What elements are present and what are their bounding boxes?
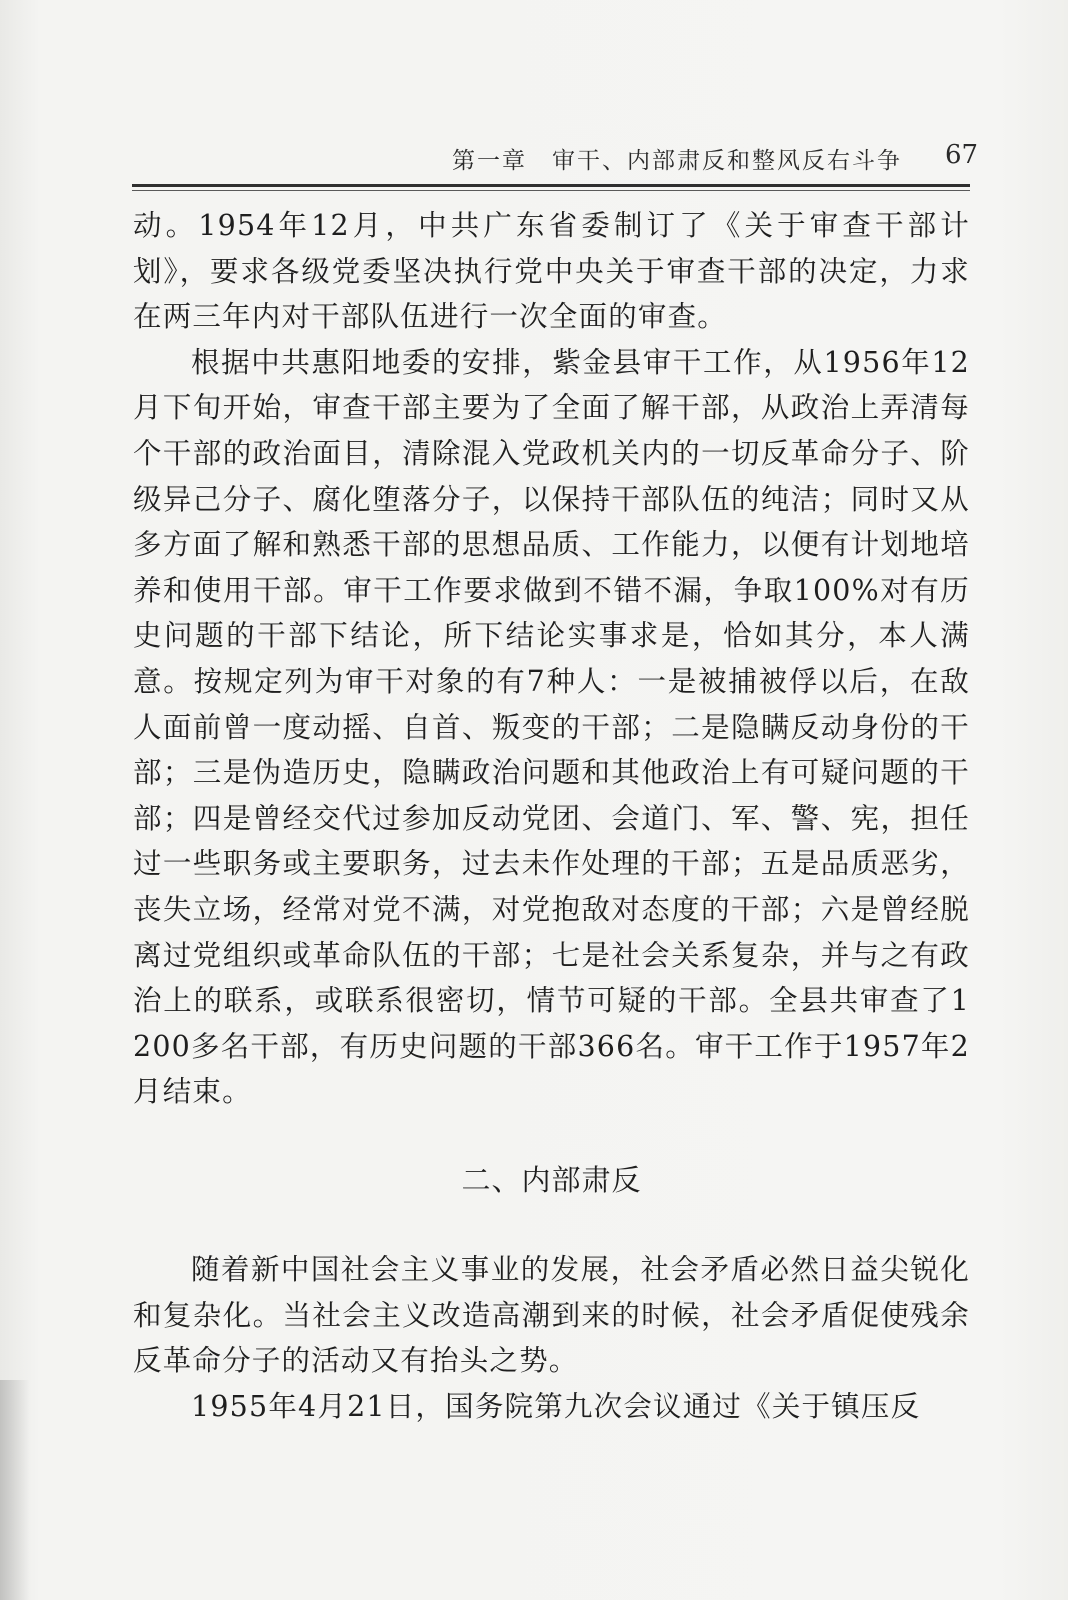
header-rule-thick <box>132 184 970 187</box>
paragraph-cadre-review: 根据中共惠阳地委的安排，紫金县审干工作，从1956年12月下旬开始，审查干部主要为了全面了解干部，从政治上弄清每个干部的政治面目，清除混入党政机关内的一切反革命分子、阶级异己分子、腐化堕落分子，以保持干部队伍的纯洁；同时又从多方面了解和熟悉干部的思想品质、工作能力，以便有计划地培养和使用干部。审干工作要求做到不错不漏，争取100%对有历史问题的干部下结论，所下结论实事求是，恰如其分，本人满意。按规定列为审干对象的有7种人：一是被捕被俘以后，在敌人面前曾一度动摇、自首、叛变的干部；二是隐瞒反动身份的干部；三是伪造历史，隐瞒政治问题和其他政治上有可疑问题的干部；四是曾经交代过参加反动党团、会道门、军、警、宪，担任过一些职务或主要职务，过去未作处理的干部；五是品质恶劣，丧失立场，经常对党不满，对党抱敌对态度的干部；六是曾经脱离过党组织或革命队伍的干部；七是社会关系复杂，并与之有政治上的联系，或联系很密切，情节可疑的干部。全县共审查了1200多名干部，有历史问题的干部366名。审干工作于1957年2月结束。 <box>133 345 970 1109</box>
paragraph-continued: 动。1954年12月，中共广东省委制订了《关于审查干部计划》，要求各级党委坚决执行党中央关于审查干部的决定，力求在两三年内对干部队伍进行一次全面的审查。 <box>133 209 970 334</box>
header-rule-thin <box>132 190 970 191</box>
paragraph-social-conflict: 随着新中国社会主义事业的发展，社会矛盾必然日益尖锐化和复杂化。当社会主义改造高潮到来的时候，社会矛盾促使残余反革命分子的活动又有抬头之势。 <box>133 1253 970 1378</box>
running-header <box>440 138 980 178</box>
paragraph-state-council: 1955年4月21日，国务院第九次会议通过《关于镇压反 <box>191 1389 921 1423</box>
page-edge-shadow <box>0 1380 30 1600</box>
page-number: 67 <box>945 140 979 170</box>
body-text-top <box>133 203 970 1115</box>
chapter-title: 第一章 审干、内部肃反和整风反右斗争 <box>452 148 902 174</box>
section-heading: 二、内部肃反 <box>461 1163 642 1197</box>
body-text-bottom <box>133 1247 970 1429</box>
